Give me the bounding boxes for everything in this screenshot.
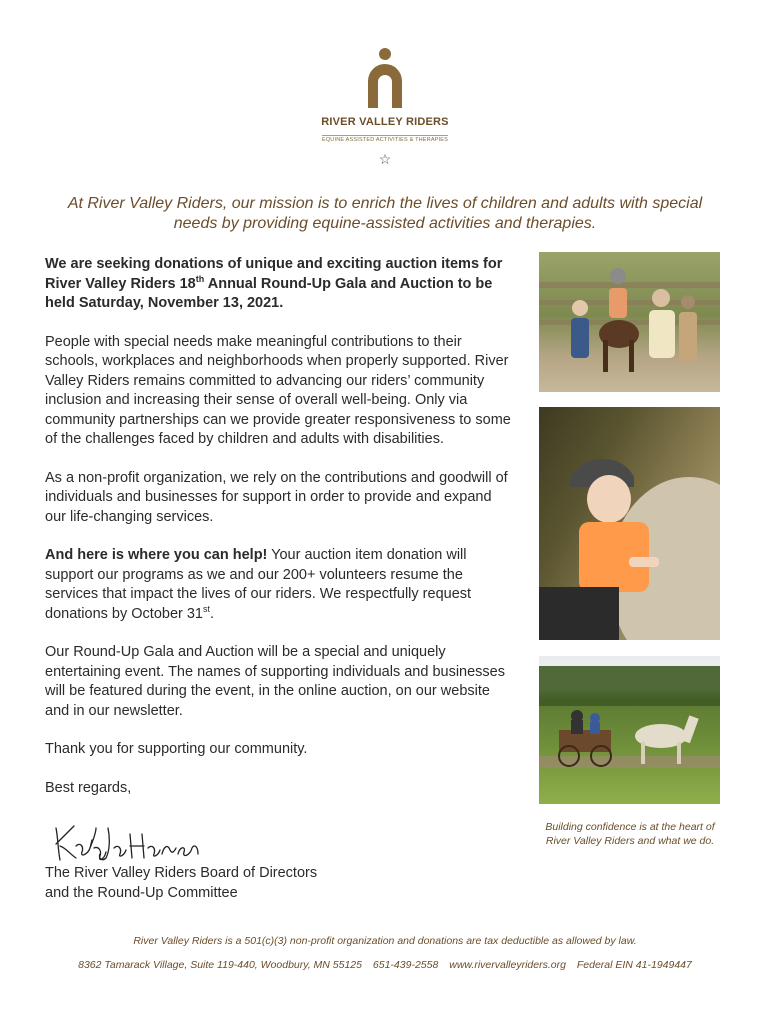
logo-tagline: EQUINE ASSISTED ACTIVITIES & THERAPIES (321, 137, 449, 143)
logo-name: RIVER VALLEY RIDERS (321, 116, 449, 128)
paragraph-help: And here is where you can help! Your auction item donation will support our programs as we and our 200+ volunteers resume the services that impact the lives of our riders. We respectfully request donations by October 31st. (45, 547, 472, 622)
letter-body (45, 255, 515, 817)
rider-figure-icon (365, 48, 405, 110)
photo-child-with-horse (539, 407, 720, 640)
photo-riders-with-pony (539, 252, 720, 392)
closing-signature-block (45, 864, 317, 903)
paragraph-regards: Best regards, (45, 779, 132, 796)
tax-deductible-notice: River Valley Riders is a 501(c)(3) non-profit organization and donations are tax deductible as allowed by law. (133, 935, 637, 947)
photo-pony-cart-driving (539, 656, 720, 804)
paragraph-mission-context: People with special needs make meaningful contributions to their schools, workplaces and neighborhoods when properly supported. River Valley Riders remains committed to advancing our riders’ community inclusion and increasing their sense of overall well-being. Only via community partnerships can we provide greater responsiveness to some of the challenges faced by children and adults with disabilities. (45, 333, 511, 447)
closing-line-2: and the Round-Up Committee (45, 884, 238, 901)
paragraph-nonprofit: As a non-profit organization, we rely on the contributions and goodwill of individuals and businesses for support in order to provide and expand our life-changing services. (45, 469, 508, 525)
footer-phone: 651-439-2558 (372, 959, 439, 971)
paragraph-thanks: Thank you for supporting our community. (45, 741, 308, 757)
handwritten-signature (48, 818, 208, 866)
photo-caption: Building confidence is at the heart of River Valley Riders and what we do. (545, 821, 715, 847)
paragraph-event: Our Round-Up Gala and Auction will be a special and uniquely entertaining event. The names of supporting individuals and businesses will be featured during the event, in the online auction, on our website and in our newsletter. (45, 644, 505, 719)
footer-website-link[interactable]: www.rivervalleyriders.org (449, 959, 566, 971)
star-outline-icon: ☆ (378, 151, 392, 167)
contact-footer (0, 959, 770, 971)
footer-ein: Federal EIN 41-1949447 (576, 959, 692, 971)
organization-logo (0, 48, 770, 166)
lead-paragraph: We are seeking donations of unique and exciting auction items for River Valley Riders 18th Annual Round-Up Gala and Auction to be held Saturday, November 13, 2021. (45, 256, 503, 311)
closing-line-1: The River Valley Riders Board of Directors (45, 865, 318, 881)
footer-address: 8362 Tamarack Village, Suite 119-440, Woodbury, MN 55125 (78, 959, 362, 971)
mission-statement: At River Valley Riders, our mission is to enrich the lives of children and adults with special needs by providing equine-assisted activities and therapies. (67, 195, 703, 232)
